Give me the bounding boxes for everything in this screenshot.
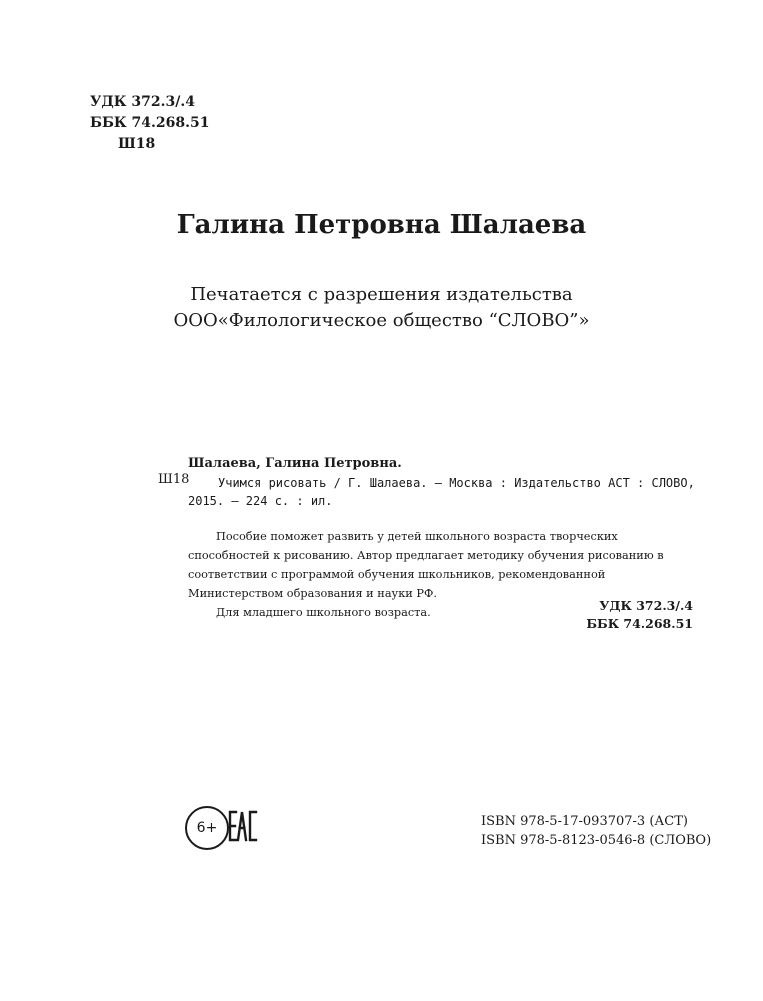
bibliographic-heading: Шалаева, Галина Петровна. <box>188 456 402 471</box>
eac-mark <box>228 806 258 850</box>
abstract-codes <box>586 597 693 633</box>
permission-line-1: Печатается с разрешения издательства <box>190 284 573 305</box>
udk-code: УДК 372.3/.4 <box>90 94 195 110</box>
bibliographic-author-mark: Ш18 <box>158 472 190 487</box>
author-name: Галина Петровна Шалаева <box>176 210 587 240</box>
audience-note: Для младшего школьного возраста. <box>216 606 431 619</box>
isbn-block <box>481 812 711 850</box>
isbn-ast: ISBN 978-5-17-093707-3 (АСТ) <box>481 814 688 829</box>
abstract-bbk: ББК 74.268.51 <box>586 616 693 631</box>
bibliographic-entry: Учимся рисовать / Г. Шалаева. — Москва : Издательство АСТ : СЛОВО, 2015. — 224 с. : ил. <box>188 476 695 508</box>
abstract-text: Пособие поможет развить у детей школьного возраста творческих способностей к рисованию. Автор предлагает методику обучения рисованию в соответствии с программой обучения школьников, рекомендованной Министерством образования и науки РФ. <box>188 530 664 600</box>
classification-codes <box>90 92 209 155</box>
author-mark: Ш18 <box>118 136 156 152</box>
bbk-code: ББК 74.268.51 <box>90 115 210 131</box>
age-rating-badge: 6+ <box>185 806 229 850</box>
permission-line-2: ООО«Филологическое общество “СЛОВО”» <box>173 310 590 331</box>
permission-notice <box>0 282 763 334</box>
isbn-slovo: ISBN 978-5-8123-0546-8 (СЛОВО) <box>481 833 712 848</box>
eac-mark-icon <box>228 806 258 846</box>
abstract-udk: УДК 372.3/.4 <box>599 598 693 613</box>
